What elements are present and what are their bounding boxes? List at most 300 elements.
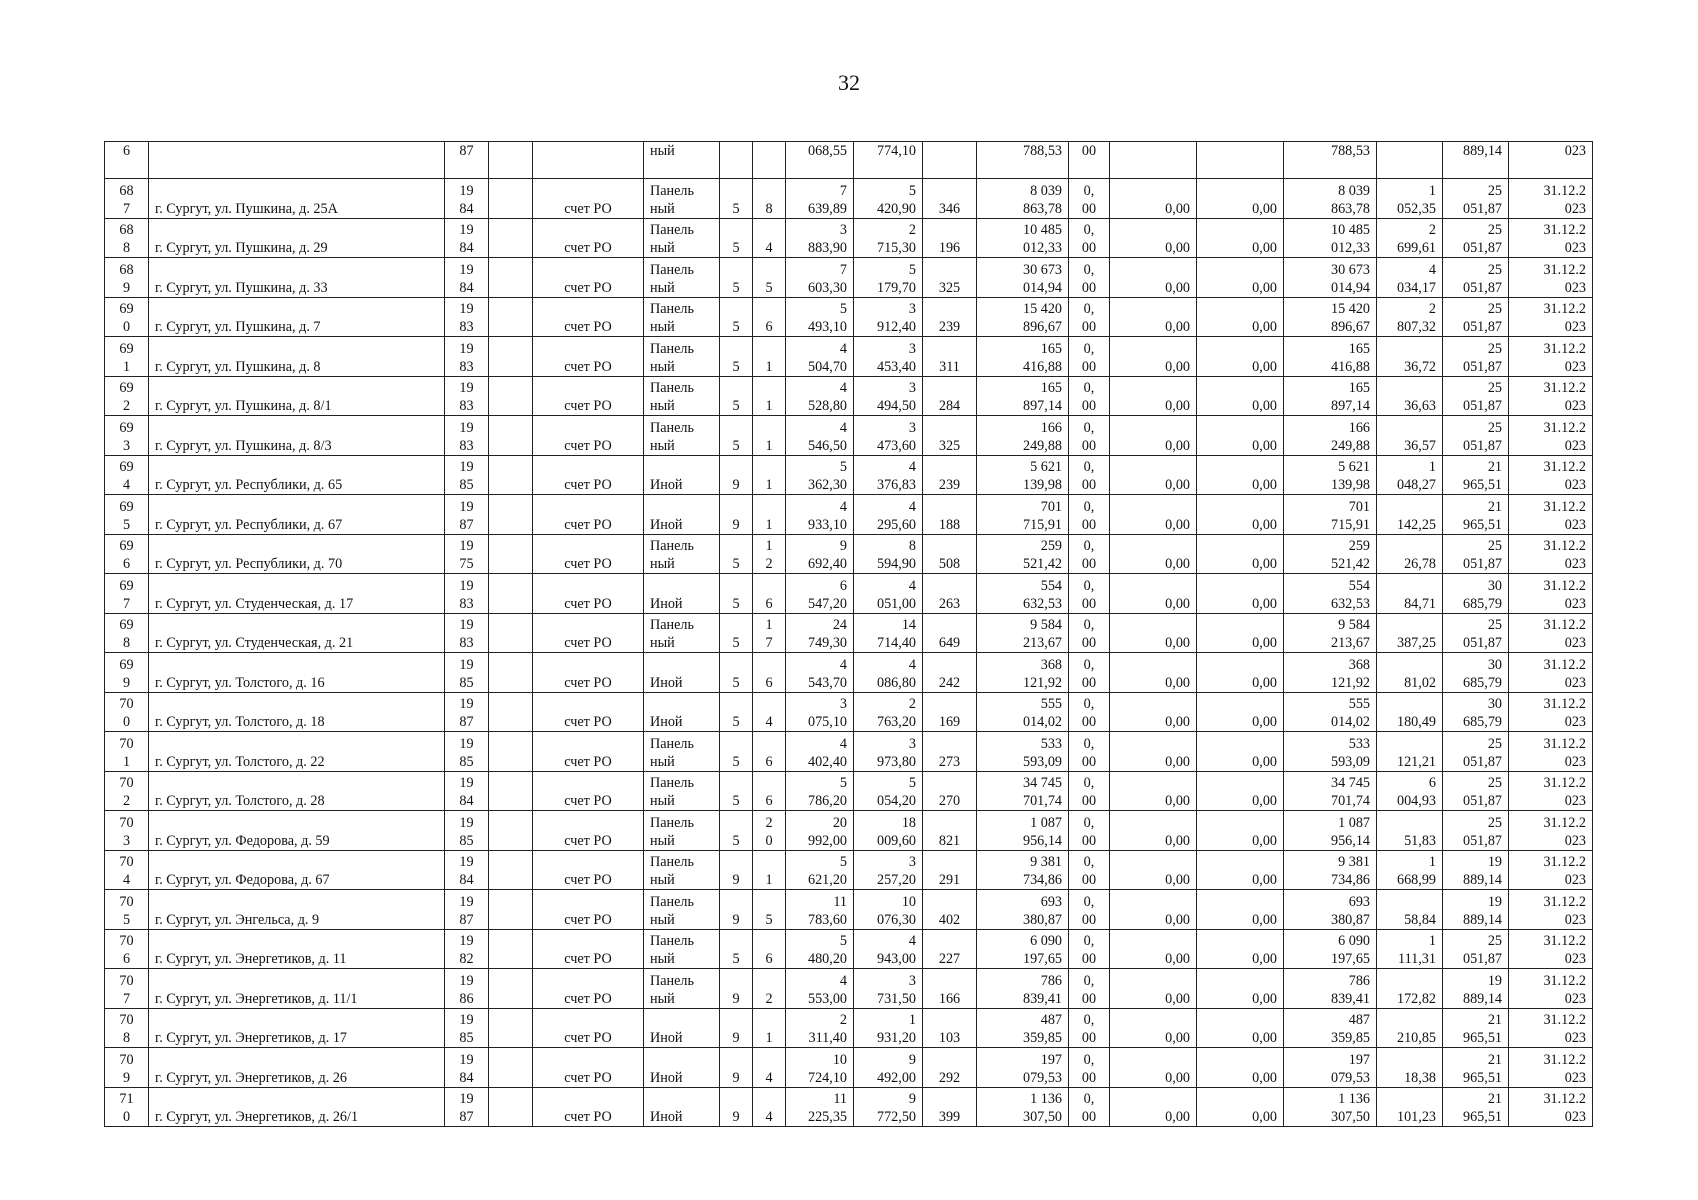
cell-num bbox=[105, 890, 149, 930]
cell-year bbox=[445, 1087, 489, 1127]
cell-addr: г. Сургут, ул. Федорова, д. 67 bbox=[149, 850, 445, 890]
cell-num bbox=[105, 692, 149, 732]
cell-fund bbox=[533, 142, 644, 179]
cell-cost bbox=[977, 969, 1069, 1009]
cell-res: 292 bbox=[923, 1048, 977, 1088]
cell-line: 786,20 bbox=[807, 793, 847, 809]
cell-line: 00 bbox=[1081, 635, 1097, 651]
cell-line: 023 bbox=[1564, 516, 1586, 533]
cell-c15: 0,00 bbox=[1110, 811, 1197, 851]
cell-line: 31.12.2 bbox=[1543, 1091, 1586, 1107]
cell-line: 023 bbox=[1564, 1069, 1586, 1086]
cell-res: 270 bbox=[923, 771, 977, 811]
cell-line: 714,40 bbox=[876, 635, 916, 651]
cell-line: 897,14 bbox=[1022, 398, 1062, 414]
cell-line bbox=[1383, 340, 1436, 358]
cell-type bbox=[644, 811, 720, 851]
cell-floors: 5 bbox=[720, 416, 753, 456]
cell-line: 0, bbox=[1083, 577, 1095, 594]
cell-spec bbox=[1069, 1008, 1110, 1048]
cell-line: 731,50 bbox=[876, 990, 916, 1007]
cell-area1 bbox=[786, 297, 854, 337]
cell-line: 31.12.2 bbox=[1543, 459, 1586, 475]
cell-area1 bbox=[786, 416, 854, 456]
cell-line: 6 bbox=[765, 793, 773, 809]
cell-line: 14 bbox=[901, 617, 916, 633]
cell-c18 bbox=[1377, 771, 1443, 811]
cell-line: 21 bbox=[1487, 459, 1502, 475]
cell-line: Панель bbox=[650, 261, 694, 278]
cell-spec bbox=[1069, 416, 1110, 456]
cell-line: ный bbox=[650, 793, 675, 809]
cell-line: Панель bbox=[650, 972, 694, 989]
cell-line: 51,83 bbox=[1404, 832, 1436, 849]
cell-total bbox=[1284, 574, 1377, 614]
cell-type bbox=[644, 771, 720, 811]
cell-c18 bbox=[1377, 890, 1443, 930]
cell-date bbox=[1509, 1048, 1593, 1088]
cell-line: 6 bbox=[765, 753, 773, 770]
cell-c18 bbox=[1377, 455, 1443, 495]
cell-line: 19 bbox=[459, 182, 474, 199]
cell-c18 bbox=[1377, 613, 1443, 653]
cell-line bbox=[451, 160, 482, 178]
cell-line: 480,20 bbox=[807, 951, 847, 967]
cell-line: 1 bbox=[1428, 933, 1436, 949]
cell-line: 25 bbox=[1487, 933, 1502, 949]
cell-line: ный bbox=[650, 753, 675, 770]
cell-line: 5 621 bbox=[1030, 459, 1062, 475]
cell-total bbox=[1284, 142, 1377, 179]
cell-line: 4 bbox=[908, 577, 916, 594]
cell-num bbox=[105, 771, 149, 811]
cell-line: 023 bbox=[1564, 200, 1586, 217]
cell-line: 5 bbox=[839, 459, 847, 475]
cell-line: 19 bbox=[1487, 972, 1502, 989]
cell-line: 023 bbox=[1564, 911, 1586, 928]
cell-line: 87 bbox=[459, 714, 474, 730]
cell-year bbox=[445, 771, 489, 811]
cell-c16: 0,00 bbox=[1197, 890, 1284, 930]
table-row bbox=[105, 969, 1593, 1009]
cell-line: 213,67 bbox=[1330, 635, 1370, 651]
cell-addr: г. Сургут, ул. Пушкина, д. 29 bbox=[149, 218, 445, 258]
cell-line: 19 bbox=[459, 380, 474, 396]
cell-res: 188 bbox=[923, 495, 977, 535]
cell-line: 685,79 bbox=[1462, 674, 1502, 691]
cell-line: 4 bbox=[839, 498, 847, 515]
cell-floors: 9 bbox=[720, 969, 753, 1009]
cell-line: 0 bbox=[122, 1109, 131, 1125]
cell-area1 bbox=[786, 1087, 854, 1127]
page-number: 32 bbox=[838, 70, 860, 95]
cell-year bbox=[445, 297, 489, 337]
cell-c4 bbox=[489, 258, 533, 298]
cell-line: 21 bbox=[1487, 1091, 1502, 1107]
cell-line: 023 bbox=[1564, 240, 1586, 256]
cell-line: 249,88 bbox=[1330, 437, 1370, 454]
cell-year bbox=[445, 1048, 489, 1088]
cell-line: 00 bbox=[1081, 358, 1097, 375]
cell-c16: 0,00 bbox=[1197, 811, 1284, 851]
cell-total bbox=[1284, 771, 1377, 811]
cell-line: 473,60 bbox=[876, 437, 916, 454]
cell-line: 165 bbox=[1040, 340, 1062, 357]
table-row bbox=[105, 1008, 1593, 1048]
cell-line: 7 bbox=[122, 595, 131, 612]
cell-line bbox=[1383, 498, 1436, 516]
cell-line: 70 bbox=[119, 972, 134, 989]
cell-c16: 0,00 bbox=[1197, 1048, 1284, 1088]
cell-line: 5 621 bbox=[1338, 459, 1370, 475]
cell-c15: 0,00 bbox=[1110, 692, 1197, 732]
cell-c18 bbox=[1377, 142, 1443, 179]
cell-line: 1 bbox=[1428, 459, 1436, 475]
cell-line: 10 485 bbox=[1022, 222, 1062, 238]
cell-line: 724,10 bbox=[807, 1069, 847, 1086]
cell-line: 142,25 bbox=[1396, 516, 1436, 533]
cell-line: 9 381 bbox=[1338, 854, 1370, 870]
cell-floors: 5 bbox=[720, 732, 753, 772]
cell-line: 692,40 bbox=[807, 556, 847, 572]
cell-line: 9 bbox=[908, 1051, 916, 1068]
table-row bbox=[105, 258, 1593, 298]
cell-line bbox=[792, 160, 847, 178]
cell-line: 69 bbox=[119, 459, 134, 475]
cell-line: 1 bbox=[765, 398, 773, 414]
cell-line: 31.12.2 bbox=[1543, 419, 1586, 436]
cell-line: 0, bbox=[1083, 301, 1095, 317]
cell-line: 9 bbox=[839, 538, 847, 554]
cell-area2 bbox=[854, 416, 923, 456]
cell-line: 783,60 bbox=[807, 911, 847, 928]
cell-line: 84 bbox=[459, 1069, 474, 1086]
cell-cost bbox=[977, 1087, 1069, 1127]
cell-line: 82 bbox=[459, 951, 474, 967]
cell-date bbox=[1509, 218, 1593, 258]
cell-floors: 5 bbox=[720, 218, 753, 258]
cell-total bbox=[1284, 692, 1377, 732]
cell-c15: 0,00 bbox=[1110, 258, 1197, 298]
cell-ent bbox=[753, 692, 786, 732]
cell-date bbox=[1509, 416, 1593, 456]
cell-line: ный bbox=[650, 279, 675, 296]
cell-line: 2 bbox=[122, 793, 131, 809]
cell-line: 553,00 bbox=[807, 990, 847, 1007]
cell-line: 0, bbox=[1083, 340, 1095, 357]
cell-area1 bbox=[786, 142, 854, 179]
cell-line: 225,35 bbox=[807, 1109, 847, 1125]
cell-line: 70 bbox=[119, 933, 134, 949]
cell-line: 83 bbox=[459, 398, 474, 414]
cell-fund: счет РО bbox=[533, 613, 644, 653]
cell-line bbox=[650, 1090, 713, 1108]
cell-line: 023 bbox=[1564, 951, 1586, 967]
cell-line bbox=[1383, 1090, 1436, 1108]
cell-line: 416,88 bbox=[1330, 358, 1370, 375]
cell-line: 249,88 bbox=[1022, 437, 1062, 454]
cell-line: 054,20 bbox=[876, 793, 916, 809]
cell-line: 889,14 bbox=[1462, 143, 1502, 159]
cell-year bbox=[445, 574, 489, 614]
cell-spec bbox=[1069, 337, 1110, 377]
cell-line: 85 bbox=[459, 832, 474, 849]
cell-line bbox=[759, 853, 779, 871]
cell-year bbox=[445, 732, 489, 772]
cell-line: 15 420 bbox=[1022, 301, 1062, 317]
table-row bbox=[105, 771, 1593, 811]
cell-line: 362,30 bbox=[807, 477, 847, 493]
cell-line bbox=[759, 261, 779, 279]
cell-line bbox=[759, 695, 779, 713]
cell-line: 3 bbox=[908, 854, 916, 870]
cell-c4 bbox=[489, 376, 533, 416]
cell-c18 bbox=[1377, 179, 1443, 219]
cell-line: 012,33 bbox=[1022, 240, 1062, 256]
cell-line: ный bbox=[650, 635, 675, 651]
cell-cost bbox=[977, 574, 1069, 614]
cell-line: 5 bbox=[839, 933, 847, 949]
cell-area2 bbox=[854, 455, 923, 495]
cell-type bbox=[644, 495, 720, 535]
cell-line bbox=[1290, 160, 1370, 178]
cell-c16: 0,00 bbox=[1197, 574, 1284, 614]
cell-num bbox=[105, 653, 149, 693]
cell-line: 6 bbox=[1428, 775, 1436, 791]
cell-line: 25 bbox=[1487, 380, 1502, 396]
cell-cost bbox=[977, 297, 1069, 337]
cell-line: 6 bbox=[765, 595, 773, 612]
cell-spec bbox=[1069, 258, 1110, 298]
cell-num bbox=[105, 337, 149, 377]
cell-date bbox=[1509, 376, 1593, 416]
cell-total bbox=[1284, 455, 1377, 495]
cell-type bbox=[644, 179, 720, 219]
cell-total bbox=[1284, 811, 1377, 851]
cell-c4 bbox=[489, 929, 533, 969]
cell-date bbox=[1509, 969, 1593, 1009]
cell-line: 4 bbox=[839, 972, 847, 989]
cell-limit bbox=[1443, 890, 1509, 930]
cell-c16: 0,00 bbox=[1197, 258, 1284, 298]
cell-spec bbox=[1069, 1087, 1110, 1127]
cell-spec bbox=[1069, 890, 1110, 930]
cell-line: 3 bbox=[839, 222, 847, 238]
cell-num bbox=[105, 416, 149, 456]
cell-c16: 0,00 bbox=[1197, 732, 1284, 772]
cell-res: 346 bbox=[923, 179, 977, 219]
cell-line: 83 bbox=[459, 635, 474, 651]
cell-c18 bbox=[1377, 929, 1443, 969]
cell-limit bbox=[1443, 1048, 1509, 1088]
cell-c4 bbox=[489, 613, 533, 653]
cell-line: 533 bbox=[1348, 735, 1370, 752]
cell-addr: г. Сургут, ул. Пушкина, д. 33 bbox=[149, 258, 445, 298]
cell-line: 5 bbox=[908, 775, 916, 791]
cell-line: 3 bbox=[908, 972, 916, 989]
table-row bbox=[105, 455, 1593, 495]
cell-line: 014,94 bbox=[1330, 279, 1370, 296]
cell-line: 3 bbox=[122, 832, 131, 849]
cell-total bbox=[1284, 337, 1377, 377]
cell-line: 31.12.2 bbox=[1543, 972, 1586, 989]
cell-line: 0, bbox=[1083, 419, 1095, 436]
cell-line: 051,87 bbox=[1462, 832, 1502, 849]
cell-line bbox=[650, 695, 713, 713]
cell-floors: 5 bbox=[720, 653, 753, 693]
cell-line: 70 bbox=[119, 1012, 134, 1028]
cell-c16: 0,00 bbox=[1197, 771, 1284, 811]
cell-area1 bbox=[786, 850, 854, 890]
cell-line: 863,78 bbox=[1022, 200, 1062, 217]
cell-line: 31.12.2 bbox=[1543, 577, 1586, 594]
cell-c18 bbox=[1377, 969, 1443, 1009]
cell-line: 70 bbox=[119, 814, 134, 831]
table-row bbox=[105, 732, 1593, 772]
cell-line: 259 bbox=[1040, 538, 1062, 554]
cell-line: 00 bbox=[1081, 753, 1097, 770]
cell-line: 4 bbox=[908, 656, 916, 673]
cell-line: 25 bbox=[1487, 775, 1502, 791]
cell-line: 257,20 bbox=[876, 872, 916, 888]
cell-line: 4 bbox=[122, 872, 131, 888]
cell-addr: г. Сургут, ул. Толстого, д. 18 bbox=[149, 692, 445, 732]
cell-date bbox=[1509, 811, 1593, 851]
cell-line: 31.12.2 bbox=[1543, 775, 1586, 791]
cell-line: 31.12.2 bbox=[1543, 222, 1586, 238]
cell-line: 0, bbox=[1083, 538, 1095, 554]
cell-line: 973,80 bbox=[876, 753, 916, 770]
cell-line: 69 bbox=[119, 577, 134, 594]
cell-line bbox=[650, 656, 713, 674]
cell-addr: г. Сургут, ул. Энергетиков, д. 11 bbox=[149, 929, 445, 969]
cell-line: 009,60 bbox=[876, 832, 916, 849]
cell-line: Иной bbox=[650, 477, 683, 493]
cell-line: 19 bbox=[459, 893, 474, 910]
cell-c18 bbox=[1377, 811, 1443, 851]
cell-type bbox=[644, 692, 720, 732]
cell-line: 2 bbox=[765, 814, 773, 831]
cell-addr: г. Сургут, ул. Пушкина, д. 8/1 bbox=[149, 376, 445, 416]
cell-line: Панель bbox=[650, 419, 694, 436]
cell-area1 bbox=[786, 613, 854, 653]
cell-line: 668,99 bbox=[1396, 872, 1436, 888]
cell-line: 051,00 bbox=[876, 595, 916, 612]
cell-floors bbox=[720, 142, 753, 179]
cell-line: 0, bbox=[1083, 893, 1095, 910]
cell-ent bbox=[753, 613, 786, 653]
cell-line: 0, bbox=[1083, 854, 1095, 870]
cell-area1 bbox=[786, 574, 854, 614]
cell-line: 84 bbox=[459, 793, 474, 809]
cell-line: 3 bbox=[908, 301, 916, 317]
cell-line: 30 bbox=[1487, 577, 1502, 594]
cell-line bbox=[1383, 537, 1436, 555]
cell-addr: г. Сургут, ул. Пушкина, д. 7 bbox=[149, 297, 445, 337]
cell-line: 85 bbox=[459, 1030, 474, 1046]
cell-line: 180,49 bbox=[1396, 714, 1436, 730]
cell-line: 10 bbox=[901, 893, 916, 910]
cell-line: Панель bbox=[650, 933, 694, 949]
cell-cost bbox=[977, 653, 1069, 693]
cell-limit bbox=[1443, 929, 1509, 969]
cell-fund: счет РО bbox=[533, 297, 644, 337]
cell-cost bbox=[977, 1008, 1069, 1048]
cell-line: 21 bbox=[1487, 1051, 1502, 1068]
cell-area1 bbox=[786, 179, 854, 219]
cell-line: 8 bbox=[765, 200, 773, 217]
cell-line: 2 bbox=[908, 222, 916, 238]
cell-c15: 0,00 bbox=[1110, 890, 1197, 930]
cell-c18 bbox=[1377, 1008, 1443, 1048]
cell-type bbox=[644, 653, 720, 693]
cell-line: Панель bbox=[650, 893, 694, 910]
cell-area2 bbox=[854, 929, 923, 969]
cell-line: 165 bbox=[1348, 340, 1370, 357]
cell-line: 052,35 bbox=[1396, 200, 1436, 217]
cell-line: 3 bbox=[839, 696, 847, 712]
cell-line: 0, bbox=[1083, 1091, 1095, 1107]
cell-line: 69 bbox=[119, 656, 134, 673]
cell-line: 012,33 bbox=[1330, 240, 1370, 256]
cell-line: 965,51 bbox=[1462, 1030, 1502, 1046]
cell-line: 00 bbox=[1081, 516, 1097, 533]
cell-spec bbox=[1069, 534, 1110, 574]
cell-c15: 0,00 bbox=[1110, 732, 1197, 772]
cell-addr: г. Сургут, ул. Толстого, д. 28 bbox=[149, 771, 445, 811]
cell-line: 0, bbox=[1083, 735, 1095, 752]
cell-year bbox=[445, 890, 489, 930]
cell-line: 84 bbox=[459, 279, 474, 296]
cell-c18 bbox=[1377, 495, 1443, 535]
cell-spec bbox=[1069, 811, 1110, 851]
cell-c15: 0,00 bbox=[1110, 534, 1197, 574]
cell-line: 25 bbox=[1487, 222, 1502, 238]
cell-line: 68 bbox=[119, 222, 134, 238]
cell-fund: счет РО bbox=[533, 929, 644, 969]
cell-line: 30 bbox=[1487, 656, 1502, 673]
cell-ent bbox=[753, 297, 786, 337]
cell-line: 87 bbox=[459, 911, 474, 928]
cell-line: 15 420 bbox=[1330, 301, 1370, 317]
cell-line: 31.12.2 bbox=[1543, 380, 1586, 396]
cell-line bbox=[759, 1090, 779, 1108]
cell-line: 21 bbox=[1487, 498, 1502, 515]
cell-c15: 0,00 bbox=[1110, 969, 1197, 1009]
cell-line bbox=[111, 160, 142, 178]
cell-c15: 0,00 bbox=[1110, 1048, 1197, 1088]
cell-date bbox=[1509, 890, 1593, 930]
cell-date bbox=[1509, 534, 1593, 574]
cell-c15: 0,00 bbox=[1110, 179, 1197, 219]
cell-line: 295,60 bbox=[876, 516, 916, 533]
cell-fund: счет РО bbox=[533, 574, 644, 614]
cell-year bbox=[445, 692, 489, 732]
cell-line: ный bbox=[650, 911, 675, 928]
cell-line: 00 bbox=[1081, 398, 1097, 414]
cell-line: 19 bbox=[459, 419, 474, 436]
cell-line: 504,70 bbox=[807, 358, 847, 375]
cell-ent bbox=[753, 455, 786, 495]
cell-line: 359,85 bbox=[1022, 1030, 1062, 1046]
cell-fund: счет РО bbox=[533, 416, 644, 456]
cell-num bbox=[105, 297, 149, 337]
cell-line: 593,09 bbox=[1330, 753, 1370, 770]
cell-line: 685,79 bbox=[1462, 714, 1502, 730]
cell-line: 487 bbox=[1348, 1012, 1370, 1028]
cell-floors: 5 bbox=[720, 771, 753, 811]
cell-c18 bbox=[1377, 534, 1443, 574]
